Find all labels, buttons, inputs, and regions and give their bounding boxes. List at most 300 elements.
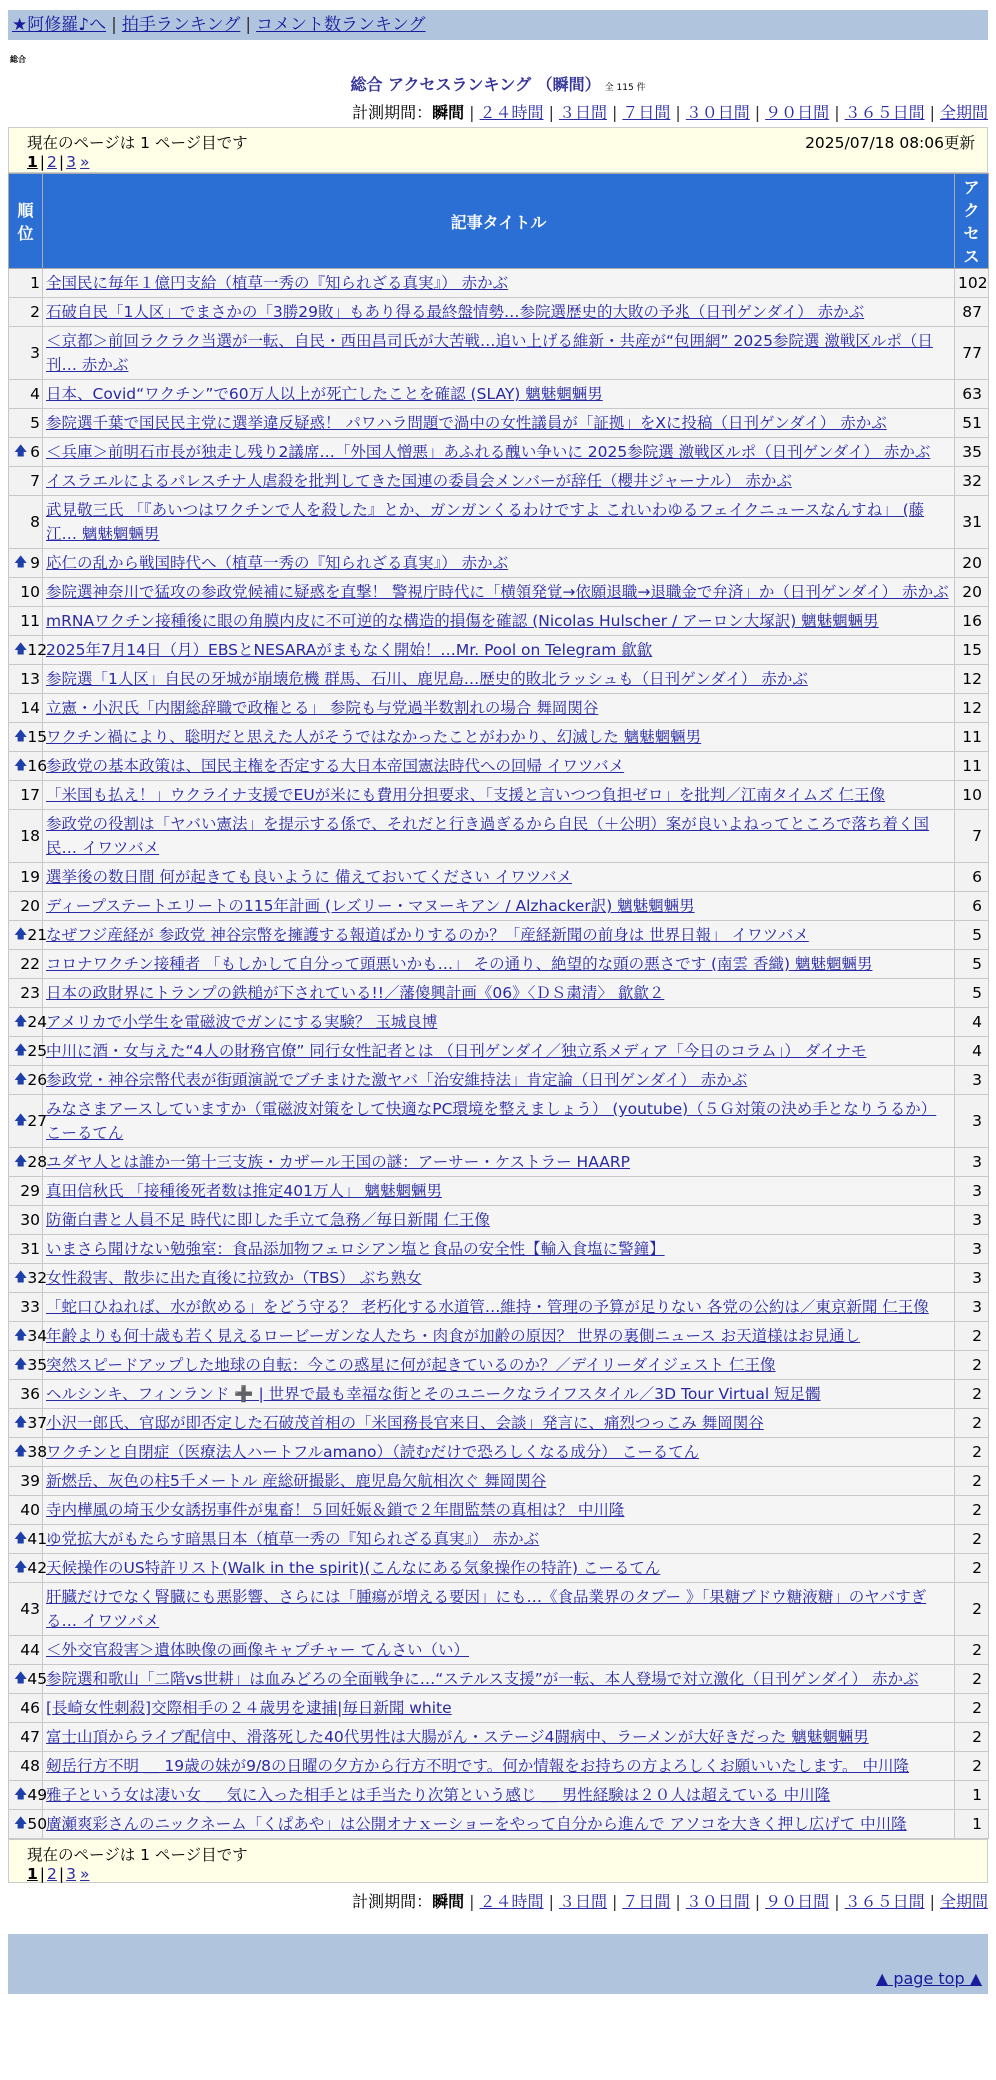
article-title-link[interactable]: 応仁の乱から戦国時代へ（植草一秀の『知られざる真実』） 赤かぶ [46,554,509,572]
period-24h[interactable]: ２４時間 [479,103,544,122]
period-label-bottom: 計測期間： [352,1892,433,1911]
article-title-link[interactable]: 日本の政財界にトランプの鉄槌が下されている!!／藩傻興計画《06》〈ＤＳ粛清〉 歙歙２ [46,984,665,1002]
article-title-link[interactable]: 2025年7月14日（月）EBSとNESARAがまもなく開始！…Mr. Pool on Telegram 歙歙 [46,641,653,659]
rank-up-arrow-icon: 🡅 [14,1444,28,1459]
page-title [0,72,996,95]
article-title-link[interactable]: 真田信秋氏 「接種後死者数は推定401万人」 魑魅魍魎男 [46,1182,442,1200]
rank-number: 19 [20,868,40,886]
access-count: 20 [955,549,989,578]
table-row [9,979,989,1008]
access-count: 6 [955,892,989,921]
table-row [9,1264,989,1293]
access-count: 102 [955,269,989,298]
rank-number: 28 [27,1153,48,1171]
title-cell [43,921,955,950]
access-count: 12 [955,694,989,723]
rank-up-arrow-icon: 🡅 [14,1415,28,1430]
article-title-link[interactable]: 女性殺害、散歩に出た直後に拉致か（TBS） ぶち熟女 [46,1269,422,1287]
rank-up-arrow-icon: 🡅 [14,1270,28,1285]
rank-up-arrow-icon: 🡅 [14,1671,28,1686]
rank-number: 39 [20,1472,40,1490]
table-row [9,1554,989,1583]
table-row [9,1322,989,1351]
current-page-text: 現在のページは 1 ページ目です [27,134,248,152]
rank-number: 45 [27,1670,48,1688]
page-top-link[interactable]: ▲ page top ▲ [875,1969,982,1988]
access-count: 3 [955,1095,989,1148]
page-2-link-bottom[interactable]: 2 [47,1865,57,1883]
rank-cell [9,327,43,380]
rank-number: 1 [30,274,40,292]
title-cell [43,1636,955,1665]
table-row [9,1148,989,1177]
rank-number: 22 [20,955,40,973]
rank-number: 9 [30,554,40,572]
title-cell [43,810,955,863]
access-count: 3 [955,1148,989,1177]
access-count: 77 [955,327,989,380]
article-title-link[interactable]: 小沢一郎氏、官邸が即否定した石破茂首相の「米国務長官来日、会談」発言に、痛烈つっこみ 舞岡関谷 [46,1414,764,1432]
rank-number: 21 [27,926,48,944]
title-cell [43,723,955,752]
rank-cell [9,1467,43,1496]
page-links-bottom: 1 | 2 | 3 » [27,1865,90,1883]
rank-number: 14 [20,699,40,717]
title-cell [43,950,955,979]
article-title-link[interactable]: 廣瀬爽彩さんのニックネーム「くぱあや」は公開オナｘーショーをやって自分から進んで アソコを大きく押し広げて 中川隆 [46,1815,907,1833]
article-title-link[interactable]: 突然スピードアップした地球の自転：今この惑星に何が起きているのか？／デイリーダイジェスト 仁王像 [46,1356,776,1374]
table-header-row [9,174,989,269]
rank-number: 43 [20,1600,40,1618]
page-3-link[interactable]: 3 [66,153,77,171]
article-title-link[interactable]: 剱岳行方不明 ＿ 19歳の妹が9/8の日曜の夕方から行方不明です。何か情報をお持ちの方よろしくお願いいたします。 中川隆 [46,1757,909,1775]
access-count: 2 [955,1525,989,1554]
article-title-link[interactable]: いまさら聞けない勉強室：食品添加物フェロシアン塩と食品の安全性【輸入食塩に警鐘】 [46,1240,665,1258]
page-top-bar [8,1964,988,1994]
page-1-current-bottom: 1 [27,1865,38,1883]
table-row [9,1438,989,1467]
access-count: 5 [955,950,989,979]
article-title-link[interactable]: アメリカで小学生を電磁波でガンにする実験？ 玉城良博 [46,1013,438,1031]
access-count: 63 [955,380,989,409]
article-title-link[interactable]: 参院選和歌山「二階vs世耕」は血みどろの全面戦争に…“ステルス支援”が一転、本人登場で対立激化（日刊ゲンダイ） 赤かぶ [46,1670,919,1688]
top-nav-bar [8,10,988,40]
rank-number: 2 [30,303,40,321]
access-count: 31 [955,496,989,549]
rank-cell [9,380,43,409]
rank-cell [9,1636,43,1665]
rank-number: 31 [20,1240,40,1258]
rank-number: 47 [20,1728,40,1746]
ranking-rows [9,269,989,1839]
table-row [9,1781,989,1810]
rank-cell [9,1380,43,1409]
article-title-link[interactable]: なぜフジ産経が 参政党 神谷宗幣を擁護する報道ばかりするのか？「産経新聞の前身は 世界日報」 イワツバメ [46,926,809,944]
table-row [9,1694,989,1723]
rank-up-arrow-icon: 🡅 [14,642,28,657]
next-page-link[interactable]: » [80,153,90,171]
title-cell [43,1810,955,1839]
article-title-link[interactable]: 年齢よりも何十歳も若く見えるロービーガンな人たち・肉食が加齢の原因？ 世界の裏側ニュース お天道様はお見通し [46,1327,861,1345]
current-page-text-bottom: 現在のページは 1 ページ目です [27,1846,248,1864]
article-title-link[interactable]: 寺内樺風の埼玉少女誘拐事件が鬼畜！５回妊娠＆鎖で２年間監禁の真相は？ 中川隆 [46,1501,625,1519]
title-cell [43,549,955,578]
period-365d[interactable]: ３６５日間 [844,103,925,122]
rank-cell [9,1694,43,1723]
article-title-link[interactable]: [長崎女性刺殺]交際相手の２４歳男を逮捕|毎日新聞 white [46,1699,452,1717]
article-title-link[interactable]: 全国民に毎年１億円支給（植草一秀の『知られざる真実』） 赤かぶ [46,274,509,292]
table-row [9,549,989,578]
rank-cell [9,1525,48,1554]
rank-cell [9,1665,48,1694]
table-row [9,1206,989,1235]
period-365d-bottom[interactable]: ３６５日間 [844,1892,925,1911]
table-row [9,723,989,752]
rank-number: 23 [20,984,40,1002]
rank-cell [9,723,48,752]
rank-number: 16 [27,757,48,775]
article-title-link[interactable]: 肝臓だけでなく腎臓にも悪影響、さらには「腫瘍が増える要因」にも…《食品業界のタブー 》「果糖ブドウ糖液糖」のヤバすぎる… イワツバメ [46,1588,927,1630]
title-cell [43,1037,955,1066]
rank-cell [9,1810,48,1839]
table-row [9,665,989,694]
title-cell [43,1293,955,1322]
rank-cell [9,1095,48,1148]
rank-number: 20 [20,897,40,915]
rank-cell [9,1148,48,1177]
title-cell [43,438,955,467]
rank-number: 36 [20,1385,40,1403]
table-row [9,1351,989,1380]
rank-cell [9,1752,43,1781]
article-title-link[interactable]: ＜京都＞前回ラクラク当選が一転、自民・西田昌司氏が大苦戦…追い上げる維新・共産が“包囲網” 2025参院選 激戦区ルポ（日刊… 赤かぶ [46,332,933,374]
table-row [9,467,989,496]
rank-up-arrow-icon: 🡅 [14,1357,28,1372]
title-cell [43,1264,955,1293]
title-cell [43,1496,955,1525]
article-title-link[interactable]: イスラエルによるパレスチナ人虐殺を批判してきた国連の委員会メンバーが辞任（櫻井ジャーナル） 赤かぶ [46,472,792,490]
period-90d[interactable]: ９０日間 [765,103,830,122]
table-row [9,1235,989,1264]
table-row [9,694,989,723]
title-cell [43,1322,955,1351]
page-1-current: 1 [27,153,38,171]
title-cell [43,1409,955,1438]
nav-link-clap-ranking[interactable]: 拍手ランキング [121,15,241,35]
article-title-link[interactable]: 「米国も払え！」ウクライナ支援でEUが米にも費用分担要求、「支援と言いつつ負担ゼロ」を批判／江南タイムズ 仁王像 [46,786,886,804]
rank-up-arrow-icon: 🡅 [14,758,28,773]
rank-number: 35 [27,1356,48,1374]
title-cell [43,1525,955,1554]
rank-cell [9,781,43,810]
access-count: 3 [955,1066,989,1095]
article-title-link[interactable]: コロナワクチン接種者 「もしかして自分って頭悪いかも…」 その通り、絶望的な頭の悪さです (南雲 香織) 魑魅魍魎男 [46,955,873,973]
page-3-link-bottom[interactable]: 3 [66,1865,77,1883]
access-count: 2 [955,1380,989,1409]
rank-up-arrow-icon: 🡅 [14,444,28,459]
table-row [9,578,989,607]
article-title-link[interactable]: mRNAワクチン接種後に眼の角膜内皮に不可逆的な構造的損傷を確認 (Nicolas Hulscher / アーロン大塚訳) 魑魅魍魎男 [46,612,879,630]
period-selector-top: 計測期間：瞬間 | ２４時間 | ３日間 | ７日間 | ３０日間 | ９０日間 | ３６５日間 | 全期間 [352,103,988,122]
rank-cell [9,1554,48,1583]
rank-up-arrow-icon: 🡅 [14,1560,28,1575]
article-title-link[interactable]: 参院選千葉で国民民主党に選挙違反疑惑！ パワハラ問題で渦中の女性議員が「証拠」をXに投稿（日刊ゲンダイ） 赤かぶ [46,414,887,432]
rank-cell [9,298,43,327]
period-current: 瞬間 [432,103,465,122]
article-title-link[interactable]: 雅子という女は凄い女 ＿ 気に入った相手とは手当たり次第という感じ ＿ 男性経験は２０人は超えている 中川隆 [46,1786,831,1804]
title-cell [43,1148,955,1177]
access-count: 5 [955,979,989,1008]
rank-cell [9,636,48,665]
rank-cell [9,578,43,607]
title-cell [43,892,955,921]
access-count: 1 [955,1781,989,1810]
table-row [9,1752,989,1781]
article-title-link[interactable]: 天候操作のUS特許リスト(Walk in the spirit)(こんなにある気象操作の特許) こーるてん [46,1559,661,1577]
period-90d-bottom[interactable]: ９０日間 [765,1892,830,1911]
period-7d-bottom[interactable]: ７日間 [622,1892,671,1911]
title-cell [43,269,955,298]
rank-cell [9,1037,48,1066]
access-count: 2 [955,1438,989,1467]
article-title-link[interactable]: 「蛇口ひねれば、水が飲める」をどう守る？ 老朽化する水道管…維持・管理の予算が足りない 各党の公約は／東京新聞 仁王像 [46,1298,929,1316]
article-title-link[interactable]: ヘルシンキ、フィンランド ➕ | 世界で最も幸福な街とそのユニークなライフスタイル／3D Tour Virtual 短足髑 [46,1385,821,1403]
title-cell [43,467,955,496]
access-count: 2 [955,1583,989,1636]
rank-cell [9,607,43,636]
title-cell [43,1206,955,1235]
rank-number: 10 [20,583,40,601]
ranking-title: 総合 アクセスランキング （瞬間） [350,75,601,94]
rank-number: 37 [27,1414,48,1432]
rank-cell [9,752,48,781]
access-count: 12 [955,665,989,694]
table-row [9,496,989,549]
article-title-link[interactable]: 参政党の基本政策は、国民主権を否定する大日本帝国憲法時代への回帰 イワツバメ [46,757,625,775]
article-title-link[interactable]: みなさまアースしていますか（電磁波対策をして快適なPC環境を整えましょう） (youtube)（５Ｇ対策の決め手となりうるか） こーるてん [46,1100,937,1142]
article-title-link[interactable]: 参政党・神谷宗幣代表が街頭演説でブチまけた激ヤバ「治安維持法」肯定論（日刊ゲンダイ） 赤かぶ [46,1071,748,1089]
period-3d[interactable]: ３日間 [558,103,607,122]
period-selector-bottom: 計測期間：瞬間 | ２４時間 | ３日間 | ７日間 | ３０日間 | ９０日間 | ３６５日間 | 全期間 [352,1892,988,1911]
title-cell [43,1723,955,1752]
rank-number: 32 [27,1269,48,1287]
rank-cell [9,1496,43,1525]
page-links: 1 | 2 | 3 » [27,153,90,171]
rank-cell [9,549,43,578]
access-count: 2 [955,1322,989,1351]
article-title-link[interactable]: 石破自民「1人区」でまさかの「3勝29敗」もあり得る最終盤情勢…参院選歴史的大敗の予兆（日刊ゲンダイ） 赤かぶ [46,303,865,321]
rank-number: 4 [30,385,40,403]
rank-cell [9,1723,43,1752]
access-count: 20 [955,578,989,607]
rank-number: 29 [20,1182,40,1200]
table-row [9,1525,989,1554]
rank-number: 3 [30,344,40,362]
access-count: 2 [955,1723,989,1752]
article-title-link[interactable]: 選挙後の数日間 何が起きても良いように 備えておいてください イワツバメ [46,868,572,886]
rank-cell [9,694,43,723]
table-row [9,1723,989,1752]
table-row [9,1008,989,1037]
rank-cell [9,1066,48,1095]
footer-bar [8,1934,988,1964]
rank-cell [9,1322,48,1351]
rank-number: 27 [27,1112,48,1130]
article-title-link[interactable]: 中川に酒・女与えた“4人の財務官僚” 同行女性記者とは （日刊ゲンダイ／独立系メディア「今日のコラム」） ダイナモ [46,1042,867,1060]
table-row [9,1583,989,1636]
article-title-link[interactable]: ＜兵庫＞前明石市長が独走し残り2議席…「外国人憎悪」あふれる醜い争いに 2025参院選 激戦区ルポ（日刊ゲンダイ） 赤かぶ [46,443,931,461]
title-cell [43,1467,955,1496]
rank-cell [9,1206,43,1235]
table-row [9,1810,989,1839]
table-row [9,327,989,380]
title-cell [43,694,955,723]
access-count: 3 [955,1235,989,1264]
title-cell [43,1665,955,1694]
rank-number: 17 [20,786,40,804]
access-count: 2 [955,1694,989,1723]
title-cell [43,636,955,665]
title-cell [43,1095,955,1148]
title-cell [43,1235,955,1264]
rank-number: 5 [30,414,40,432]
period-all[interactable]: 全期間 [939,103,988,122]
rank-cell [9,1177,43,1206]
rank-number: 41 [27,1530,48,1548]
article-title-link[interactable]: ＜外交官殺害＞遺体映像の画像キャプチャー てんさい（い） [46,1641,469,1659]
title-cell [43,1752,955,1781]
article-title-link[interactable]: 立憲・小沢氏「内閣総辞職で政権とる」 参院も与党過半数割れの場合 舞岡関谷 [46,699,599,717]
col-rank-header: 順位 [9,174,43,269]
rank-up-arrow-icon: 🡅 [14,1113,28,1128]
rank-cell [9,438,43,467]
rank-number: 18 [20,827,40,845]
article-title-link[interactable]: ユダヤ人とは誰か一第十三支族・カザール王国の謎：アーサー・ケストラー HAARP [46,1153,630,1171]
rank-number: 49 [27,1786,48,1804]
nav-link-asyura[interactable]: ★阿修羅♪へ [12,15,107,35]
article-title-link[interactable]: 富士山頂からライブ配信中、滑落死した40代男性は大腸がん・ステージ4闘病中、ラーメンが大好きだった 魑魅魍魎男 [46,1728,869,1746]
period-30d[interactable]: ３０日間 [685,103,750,122]
table-row [9,781,989,810]
rank-cell [9,1351,48,1380]
title-cell [43,752,955,781]
rank-number: 12 [27,641,48,659]
title-cell [43,665,955,694]
rank-cell [9,1409,48,1438]
period-30d-bottom[interactable]: ３０日間 [685,1892,750,1911]
period-label: 計測期間： [352,103,433,122]
rank-cell [9,892,43,921]
rank-number: 38 [27,1443,48,1461]
table-row [9,1665,989,1694]
article-title-link[interactable]: ディープステートエリートの115年計画 (レズリー・マヌーキアン / Alzhacker訳) 魑魅魍魎男 [46,897,695,915]
article-title-link[interactable]: ワクチンと自閉症（医療法人ハートフルamano）（読むだけで恐ろしくなる成分） こーるてん [46,1443,700,1461]
access-count: 51 [955,409,989,438]
page-2-link[interactable]: 2 [47,153,57,171]
rank-up-arrow-icon: 🡅 [14,1328,28,1343]
article-title-link[interactable]: 武見敬三氏 「『あいつはワクチンで人を殺した』とか、ガンガンくるわけですよ これいわゆるフェイクニュースなんすね」 (藤江… 魑魅魍魎男 [46,501,925,543]
article-title-link[interactable]: 防衛白書と人員不足 時代に即した手立て急務／毎日新聞 仁王像 [46,1211,490,1229]
table-row [9,1380,989,1409]
access-count: 11 [955,723,989,752]
rank-number: 26 [27,1071,48,1089]
table-row [9,607,989,636]
title-cell [43,1177,955,1206]
rank-number: 25 [27,1042,48,1060]
access-count: 2 [955,1665,989,1694]
rank-cell [9,810,43,863]
rank-number: 24 [27,1013,48,1031]
article-title-link[interactable]: 日本、Covid“ワクチン”で60万人以上が死亡したことを確認 (SLAY) 魑魅魍魎男 [46,385,603,403]
period-3d-bottom[interactable]: ３日間 [558,1892,607,1911]
rank-number: 15 [27,728,48,746]
nav-link-comment-ranking[interactable]: コメント数ランキング [256,15,426,35]
title-cell [43,380,955,409]
access-count: 35 [955,438,989,467]
table-row [9,950,989,979]
access-count: 3 [955,1293,989,1322]
rank-up-arrow-icon: 🡅 [14,1531,28,1546]
access-count: 3 [955,1206,989,1235]
title-cell [43,863,955,892]
rank-number: 46 [20,1699,40,1717]
rank-cell [9,863,43,892]
access-count: 3 [955,1264,989,1293]
rank-number: 42 [27,1559,48,1577]
period-24h-bottom[interactable]: ２４時間 [479,1892,544,1911]
table-row [9,863,989,892]
access-count: 11 [955,752,989,781]
updated-timestamp: 2025/07/18 08:06更新 [805,134,975,152]
title-cell [43,1066,955,1095]
access-count: 16 [955,607,989,636]
ranking-table [8,173,989,1839]
period-all-bottom[interactable]: 全期間 [939,1892,988,1911]
rank-cell [9,409,43,438]
next-page-link-bottom[interactable]: » [80,1865,90,1883]
table-row [9,752,989,781]
separator: | [111,15,117,35]
rank-up-arrow-icon: 🡅 [14,1014,28,1029]
title-cell [43,979,955,1008]
table-row [9,636,989,665]
article-title-link[interactable]: 参院選神奈川で猛攻の参政党候補に疑惑を直撃！ 警視庁時代に「横領発覚→依願退職→退職金で弁済」か（日刊ゲンダイ） 赤かぶ [46,583,949,601]
access-count: 6 [955,863,989,892]
rank-up-arrow-icon: 🡅 [14,1072,28,1087]
rank-cell [9,665,43,694]
rank-number: 7 [30,472,40,490]
table-row [9,1409,989,1438]
rank-cell [9,979,43,1008]
article-title-link[interactable]: 参院選「1人区」自民の牙城が崩壊危機 群馬、石川、鹿児島…歴史的敗北ラッシュも（日刊ゲンダイ） 赤かぶ [46,670,808,688]
title-cell [43,1583,955,1636]
category-label: 総合 [10,55,26,64]
rank-number: 34 [27,1327,48,1345]
article-title-link[interactable]: 新燃岳、灰色の柱5千メートル 産総研撮影、鹿児島欠航相次ぐ 舞岡関谷 [46,1472,547,1490]
period-7d[interactable]: ７日間 [622,103,671,122]
total-count: 全 115 件 [604,83,646,93]
rank-number: 8 [30,513,40,531]
rank-cell [9,269,43,298]
article-title-link[interactable]: 参政党の役割は「ヤバい憲法」を提示する係で、それだと行き過ぎるから自民（＋公明）案が良いよねってところで落ち着く国民… イワツバメ [46,815,930,857]
article-title-link[interactable]: ワクチン禍により、聡明だと思えた人がそうではなかったことがわかり、幻滅した 魑魅魍魎男 [46,728,702,746]
access-count: 2 [955,1351,989,1380]
table-row [9,1095,989,1148]
access-count: 7 [955,810,989,863]
title-cell [43,1351,955,1380]
article-title-link[interactable]: ゆ党拡大がもたらす暗黒日本（植草一秀の『知られざる真実』） 赤かぶ [46,1530,540,1548]
rank-up-arrow-icon: 🡅 [14,729,28,744]
